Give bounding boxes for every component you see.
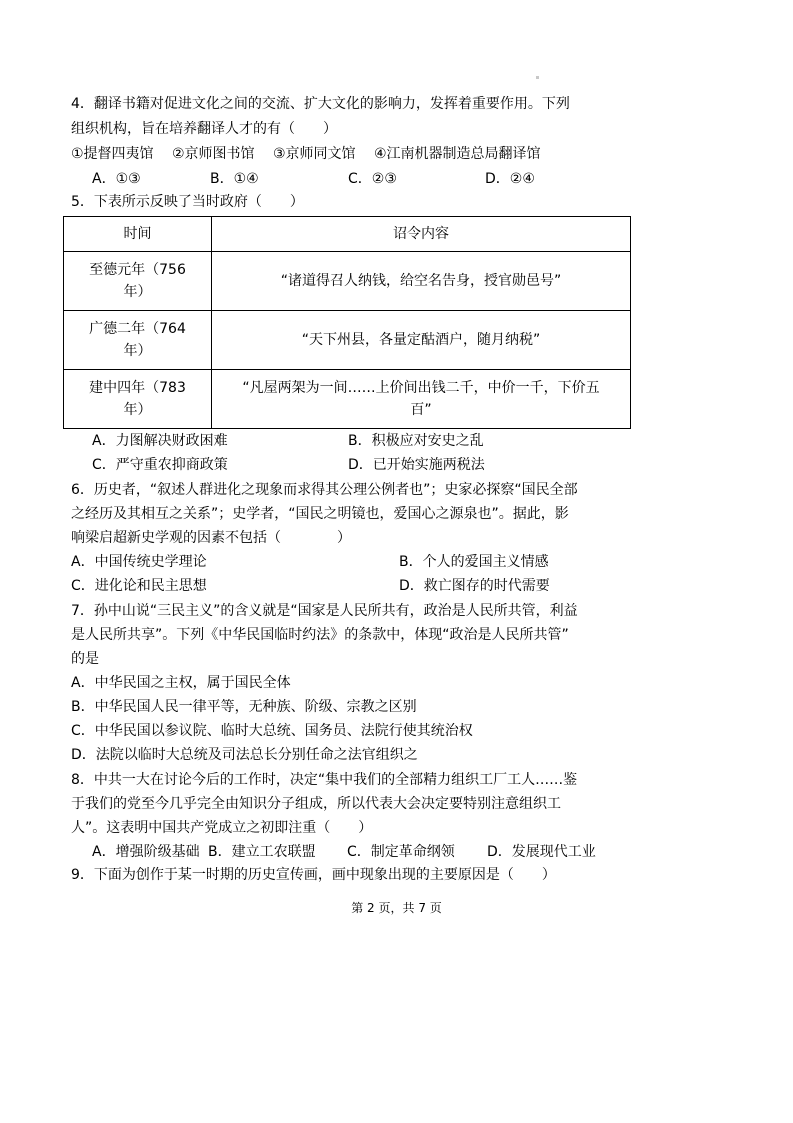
- time-text: 年）: [123, 402, 152, 418]
- q5-option-d: D．已开始实施两税法: [348, 457, 485, 473]
- q7-stem-line2: 是人民所共享”。下列《中华民国临时约法》的条款中，体现“政治是人民所共管”: [71, 627, 569, 643]
- time-cell: [64, 370, 212, 429]
- time-cell: [64, 311, 212, 370]
- q7-stem-line3: 的是: [71, 651, 99, 667]
- q6-stem-line3: 响梁启超新史学观的因素不包括（ ）: [71, 530, 351, 546]
- time-text: 建中四年（783: [89, 380, 186, 396]
- q4-stem-line2: 组织机构，旨在培养翻译人才的有（ ）: [71, 121, 337, 137]
- content-text: 百”: [410, 402, 432, 418]
- q6-option-a: A．中国传统史学理论: [71, 554, 207, 570]
- content-text: “凡屋两架为一间……上价间出钱二千，中价一千，下价五: [242, 380, 600, 396]
- q4-items: ①提督四夷馆 ②京师图书馆 ③京师同文馆 ④江南机器制造总局翻译馆: [71, 146, 541, 162]
- q4-option-d: D．②④: [485, 171, 535, 187]
- content-cell: [212, 370, 631, 429]
- content-cell: [212, 252, 631, 311]
- q7-option-d: D．法院以临时大总统及司法总长分别任命之法官组织之: [71, 747, 418, 763]
- q4-option-a: A．①③: [92, 171, 141, 187]
- q4-option-c: C．②③: [348, 171, 397, 187]
- table-row: [64, 311, 631, 370]
- q7-option-b: B．中华民国人民一律平等，无种族、阶级、宗教之区别: [71, 699, 417, 715]
- q8-option-a: A．增强阶级基础: [92, 844, 200, 860]
- scan-speck: [536, 76, 539, 79]
- content-text: “天下州县，各量定酤酒户，随月纳税”: [301, 332, 541, 348]
- q4-stem-line1: 4．翻译书籍对促进文化之间的交流、扩大文化的影响力，发挥着重要作用。下列: [71, 96, 570, 112]
- q6-option-b: B．个人的爱国主义情感: [399, 554, 549, 570]
- page-footer: 第 2 页，共 7 页: [351, 901, 442, 915]
- q5-option-c: C．严守重农抑商政策: [92, 457, 228, 473]
- content-text: “诸道得召人纳钱，给空名告身，授官勋邑号”: [280, 273, 562, 289]
- time-text: 年）: [123, 284, 152, 300]
- q4-option-b: B．①④: [210, 171, 259, 187]
- table-header-row: [64, 217, 631, 252]
- q8-option-c: C．制定革命纲领: [347, 844, 455, 860]
- q5-stem: 5．下表所示反映了当时政府（ ）: [71, 194, 304, 210]
- q7-stem-line1: 7．孙中山说“三民主义”的含义就是“国家是人民所共有，政治是人民所共管，利益: [71, 603, 578, 619]
- time-text: 年）: [123, 343, 152, 359]
- q8-stem-line1: 8．中共一大在讨论今后的工作时，决定“集中我们的全部精力组织工厂工人……鉴: [71, 772, 578, 788]
- q5-option-b: B．积极应对安史之乱: [348, 433, 484, 449]
- time-text: 广德二年（764: [89, 321, 186, 337]
- content-cell: [212, 311, 631, 370]
- q5-option-a: A．力图解决财政困难: [92, 433, 228, 449]
- edict-table: [63, 216, 631, 429]
- time-text: 至德元年（756: [89, 262, 186, 278]
- q8-option-b: B．建立工农联盟: [208, 844, 316, 860]
- header-time: 时间: [64, 217, 212, 252]
- q6-stem-line2: 之经历及其相互之关系”；史学者，“国民之明镜也，爱国心之源泉也”。据此，影: [71, 506, 569, 522]
- q7-option-a: A．中华民国之主权，属于国民全体: [71, 675, 291, 691]
- q9-stem: 9．下面为创作于某一时期的历史宣传画，画中现象出现的主要原因是（ ）: [71, 867, 556, 883]
- time-cell: [64, 252, 212, 311]
- table-row: [64, 252, 631, 311]
- q8-stem-line2: 于我们的党至今几乎完全由知识分子组成，所以代表大会决定要特别注意组织工: [71, 796, 561, 812]
- q6-stem-line1: 6．历史者，“叙述人群进化之现象而求得其公理公例者也”；史家必探察“国民全部: [71, 482, 578, 498]
- q8-option-d: D．发展现代工业: [487, 844, 596, 860]
- header-content: 诏令内容: [212, 217, 631, 252]
- q7-option-c: C．中华民国以参议院、临时大总统、国务员、法院行使其统治权: [71, 723, 473, 739]
- table-row: [64, 370, 631, 429]
- q6-option-d: D．救亡图存的时代需要: [399, 578, 550, 594]
- q6-option-c: C．进化论和民主思想: [71, 578, 207, 594]
- q8-stem-line3: 人”。这表明中国共产党成立之初即注重（ ）: [71, 820, 373, 836]
